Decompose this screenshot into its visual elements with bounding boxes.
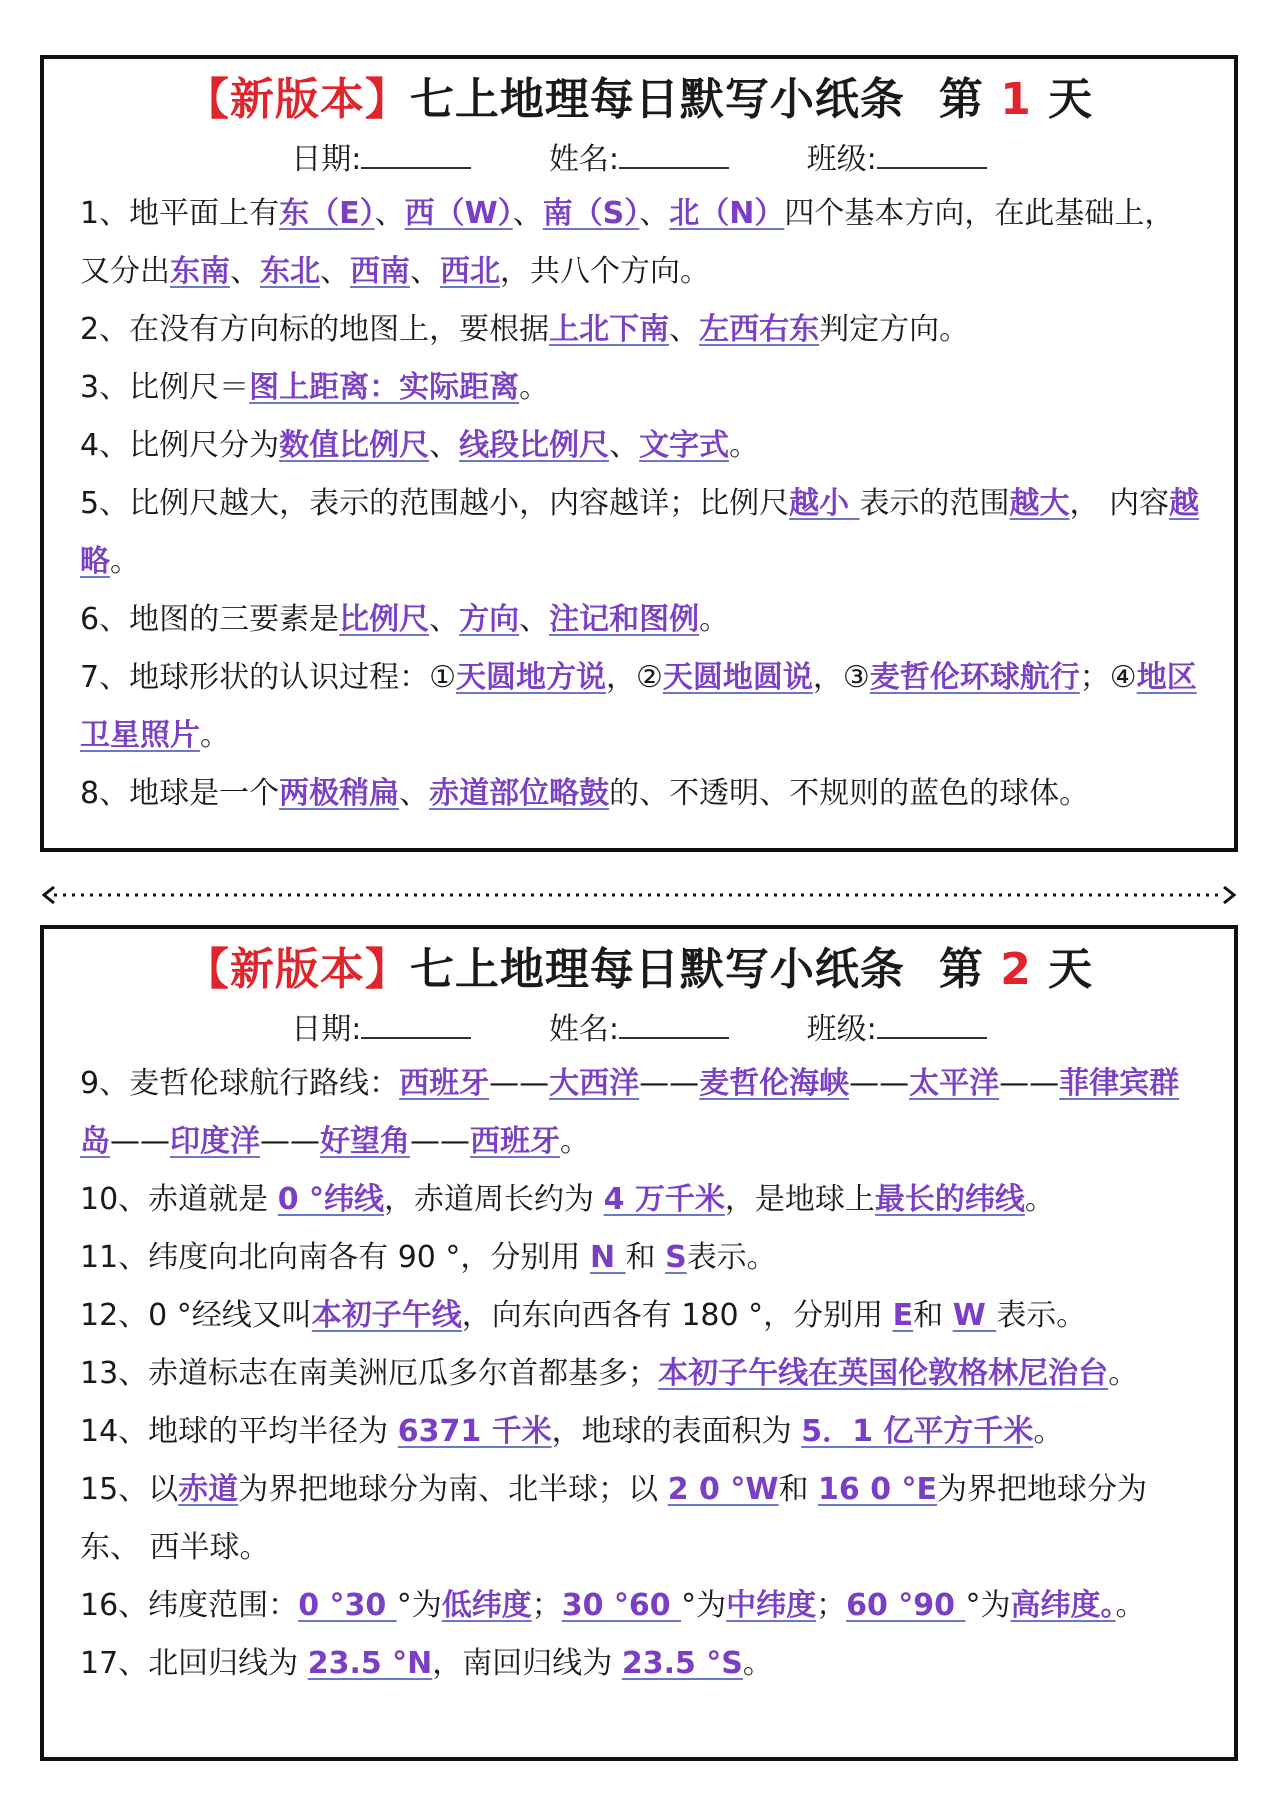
answer-text: 本初子午线在英国伦敦格林尼治台: [658, 1356, 1109, 1391]
question-text: 为界把地球分为东、 西半球。: [80, 1472, 1148, 1565]
question-text: 15、以: [80, 1472, 179, 1507]
question-item: [80, 359, 1204, 417]
question-text: ，地球的表面积为: [551, 1414, 802, 1449]
question-item: [80, 1229, 1204, 1287]
answer-text: 东（E）: [279, 196, 375, 231]
answer-text: 西南: [350, 254, 410, 289]
question-text: 、: [374, 196, 405, 231]
answer-text: 西班牙: [470, 1124, 560, 1159]
answer-text: 23.5 °S: [621, 1646, 743, 1681]
question-text: ，③: [812, 660, 870, 695]
question-text: 14、地球的平均半径为: [80, 1414, 398, 1449]
answer-text: 西班牙: [399, 1066, 490, 1101]
question-text: 。: [1115, 1588, 1146, 1623]
question-text: 5、比例尺越大，表示的范围越小，内容越详；比例尺: [80, 486, 790, 521]
question-item: [80, 1577, 1204, 1635]
question-text: ——: [639, 1066, 700, 1101]
answer-text: 2 0 °W: [667, 1472, 779, 1507]
question-text: 为界把地球分为南、北半球；以: [238, 1472, 668, 1507]
question-text: 17、北回归线为: [80, 1646, 308, 1681]
answer-text: 左西右东: [699, 312, 820, 347]
name-field: [549, 1005, 729, 1055]
answer-text: 太平洋: [909, 1066, 1000, 1101]
answer-text: 上北下南: [549, 312, 670, 347]
answer-text: 麦哲伦海峡: [699, 1066, 850, 1101]
question-text: ——: [110, 1124, 170, 1159]
answer-text: 好望角: [320, 1124, 410, 1159]
title-bracket: 【新版本】: [184, 944, 410, 995]
class-blank[interactable]: [877, 137, 987, 169]
class-field: [807, 1005, 987, 1055]
question-text: 判定方向。: [819, 312, 970, 347]
answer-text: 6371 千米: [397, 1414, 552, 1449]
question-item: [80, 1055, 1204, 1171]
name-blank[interactable]: [619, 137, 729, 169]
question-text: 。: [742, 1646, 773, 1681]
answer-text: 最长的纬线: [874, 1182, 1025, 1217]
title-day-number: 1: [1000, 74, 1032, 125]
answer-text: 西（W）: [404, 196, 513, 231]
question-text: 、: [512, 196, 543, 231]
class-label: 班级:: [806, 1012, 877, 1047]
question-text: 4、比例尺分为: [80, 428, 280, 463]
answer-text: 60 °90: [846, 1588, 966, 1623]
question-item: [80, 649, 1204, 765]
question-text: 。: [200, 718, 230, 753]
title-day-post: 天: [1048, 74, 1094, 125]
answer-text: 图上距离：实际距离: [249, 370, 520, 405]
question-item: [80, 475, 1204, 591]
question-text: 、: [410, 254, 440, 289]
question-text: 16、纬度范围：: [80, 1588, 299, 1623]
class-field: [807, 135, 987, 185]
question-text: 、: [519, 602, 550, 637]
answer-text: 比例尺: [339, 602, 430, 637]
card-title: [44, 935, 1234, 1005]
date-label: 日期:: [291, 1012, 362, 1047]
question-text: 。: [1024, 1182, 1055, 1217]
answer-text: 麦哲伦环球航行: [869, 660, 1080, 695]
title-bracket: 【新版本】: [184, 74, 410, 125]
date-blank[interactable]: [361, 1007, 471, 1039]
answer-text: 23.5 °N: [307, 1646, 433, 1681]
question-text: 、: [669, 312, 700, 347]
question-text: 11、纬度向北向南各有 90 °，分别用: [80, 1240, 590, 1275]
name-label: 姓名:: [548, 142, 620, 177]
name-label: 姓名:: [548, 1012, 620, 1047]
question-text: °为: [396, 1588, 442, 1623]
question-text: 。: [560, 1124, 590, 1159]
answer-text: 菲律宾群岛: [80, 1066, 1180, 1159]
question-item: [80, 591, 1204, 649]
answer-text: 30 °60: [561, 1588, 682, 1623]
question-text: ， 内容: [1069, 486, 1170, 521]
question-item: [80, 1171, 1204, 1229]
question-item: [80, 1461, 1204, 1577]
question-text: 表示。: [686, 1240, 777, 1275]
question-text: 和: [913, 1298, 953, 1333]
question-text: ——: [489, 1066, 550, 1101]
question-text: 和: [625, 1240, 666, 1275]
answer-text: 注记和图例: [549, 602, 700, 637]
answer-text: 越小: [789, 486, 860, 521]
question-text: 表示的范围: [859, 486, 1010, 521]
answer-text: 西北: [440, 254, 500, 289]
question-item: [80, 1345, 1204, 1403]
question-item: [80, 185, 1204, 301]
question-text: 。: [1033, 1414, 1064, 1449]
question-text: 2、在没有方向标的地图上，要根据: [80, 312, 550, 347]
answer-text: 东南: [170, 254, 230, 289]
answer-text: S: [665, 1240, 687, 1275]
answer-text: 数值比例尺: [279, 428, 430, 463]
answer-text: 线段比例尺: [459, 428, 610, 463]
question-text: 四个基本方向，在此基础上，又分出: [80, 196, 1175, 289]
card-title: [44, 65, 1234, 135]
question-text: 13、赤道标志在南美洲厄瓜多尔首都基多；: [80, 1356, 659, 1391]
class-blank[interactable]: [877, 1007, 987, 1039]
answer-text: E: [892, 1298, 914, 1333]
answer-text: 越大: [1009, 486, 1070, 521]
question-text: ——: [410, 1124, 470, 1159]
answer-text: 低纬度: [441, 1588, 532, 1623]
answer-text: 4 万千米: [603, 1182, 725, 1217]
question-text: ；④: [1079, 660, 1137, 695]
question-text: 表示。: [996, 1298, 1087, 1333]
question-text: 、: [639, 196, 670, 231]
answer-text: 0 °纬线: [277, 1182, 385, 1217]
question-text: °为: [965, 1588, 1011, 1623]
answer-text: 文字式: [639, 428, 730, 463]
answer-text: 大西洋: [549, 1066, 640, 1101]
answer-text: W: [952, 1298, 997, 1333]
question-item: [80, 417, 1204, 475]
info-row: [44, 135, 1234, 185]
dictation-card-day-2: [40, 925, 1238, 1761]
question-text: ，向东向西各有 180 °，分别用: [461, 1298, 893, 1333]
answer-text: 两极稍扁: [279, 776, 400, 811]
question-text: 。: [1108, 1356, 1139, 1391]
answer-text: 5．1 亿平方千米: [801, 1414, 1034, 1449]
question-list: [44, 1055, 1234, 1693]
title-day-number: 2: [1000, 944, 1032, 995]
question-text: ——: [849, 1066, 910, 1101]
date-field: [291, 1005, 471, 1055]
name-blank[interactable]: [619, 1007, 729, 1039]
question-text: ，②: [605, 660, 663, 695]
question-text: ——: [260, 1124, 320, 1159]
answer-text: 赤道: [178, 1472, 239, 1507]
dictation-card-day-1: [40, 55, 1238, 852]
class-label: 班级:: [806, 142, 877, 177]
question-text: ，是地球上: [724, 1182, 875, 1217]
question-text: 、: [429, 428, 460, 463]
question-text: 、: [429, 602, 460, 637]
date-blank[interactable]: [361, 137, 471, 169]
title-main: 七上地理每日默写小纸条: [409, 944, 905, 995]
answer-text: 0 °30: [298, 1588, 397, 1623]
question-text: 。: [519, 370, 550, 405]
question-text: 、: [609, 428, 640, 463]
question-text: ，共八个方向。: [500, 254, 710, 289]
title-day-post: 天: [1048, 944, 1094, 995]
question-text: 12、0 °经线又叫: [80, 1298, 312, 1333]
question-text: 、: [399, 776, 430, 811]
question-text: 10、赤道就是: [80, 1182, 278, 1217]
date-field: [291, 135, 471, 185]
question-text: ，赤道周长约为: [384, 1182, 604, 1217]
answer-text: 印度洋: [170, 1124, 260, 1159]
question-text: ，南回归线为: [432, 1646, 622, 1681]
answer-text: 南（S）: [542, 196, 640, 231]
answer-text: 本初子午线: [311, 1298, 462, 1333]
double-arrow-divider: [40, 883, 1238, 907]
question-text: 3、比例尺＝: [80, 370, 250, 405]
answer-text: 中纬度: [726, 1588, 817, 1623]
question-text: 1、地平面上有: [80, 196, 280, 231]
question-text: °为: [681, 1588, 727, 1623]
question-text: 、: [230, 254, 260, 289]
question-item: [80, 1635, 1204, 1693]
title-main: 七上地理每日默写小纸条: [409, 74, 905, 125]
question-item: [80, 765, 1204, 823]
question-item: [80, 301, 1204, 359]
title-day-pre: 第: [938, 74, 984, 125]
question-text: ；: [816, 1588, 847, 1623]
question-text: 9、麦哲伦球航行路线：: [80, 1066, 400, 1101]
answer-text: 东北: [260, 254, 320, 289]
question-text: 、: [320, 254, 350, 289]
right-arrowhead-icon: [1224, 887, 1234, 903]
question-text: 。: [729, 428, 760, 463]
answer-text: 北（N）: [669, 196, 785, 231]
title-day-pre: 第: [938, 944, 984, 995]
info-row: [44, 1005, 1234, 1055]
question-text: 。: [110, 544, 140, 579]
left-arrowhead-icon: [44, 887, 54, 903]
question-text: ；: [531, 1588, 562, 1623]
answer-text: 天圆地方说: [455, 660, 606, 695]
answer-text: 地区卫星照片: [80, 660, 1197, 753]
date-label: 日期:: [291, 142, 362, 177]
question-item: [80, 1403, 1204, 1461]
answer-text: 高纬度。: [1010, 1588, 1116, 1623]
question-text: 的、不透明、不规则的蓝色的球体。: [609, 776, 1090, 811]
name-field: [549, 135, 729, 185]
answer-text: 方向: [459, 602, 520, 637]
question-text: 6、地图的三要素是: [80, 602, 340, 637]
question-text: ——: [999, 1066, 1060, 1101]
question-text: 7、地球形状的认识过程：①: [80, 660, 456, 695]
question-list: [44, 185, 1234, 823]
answer-text: 赤道部位略鼓: [429, 776, 610, 811]
answer-text: 越略: [80, 486, 1200, 579]
question-text: 和: [778, 1472, 819, 1507]
question-text: 。: [699, 602, 730, 637]
question-item: [80, 1287, 1204, 1345]
answer-text: 天圆地圆说: [662, 660, 813, 695]
answer-text: N: [589, 1240, 626, 1275]
answer-text: 16 0 °E: [818, 1472, 938, 1507]
question-text: 8、地球是一个: [80, 776, 280, 811]
